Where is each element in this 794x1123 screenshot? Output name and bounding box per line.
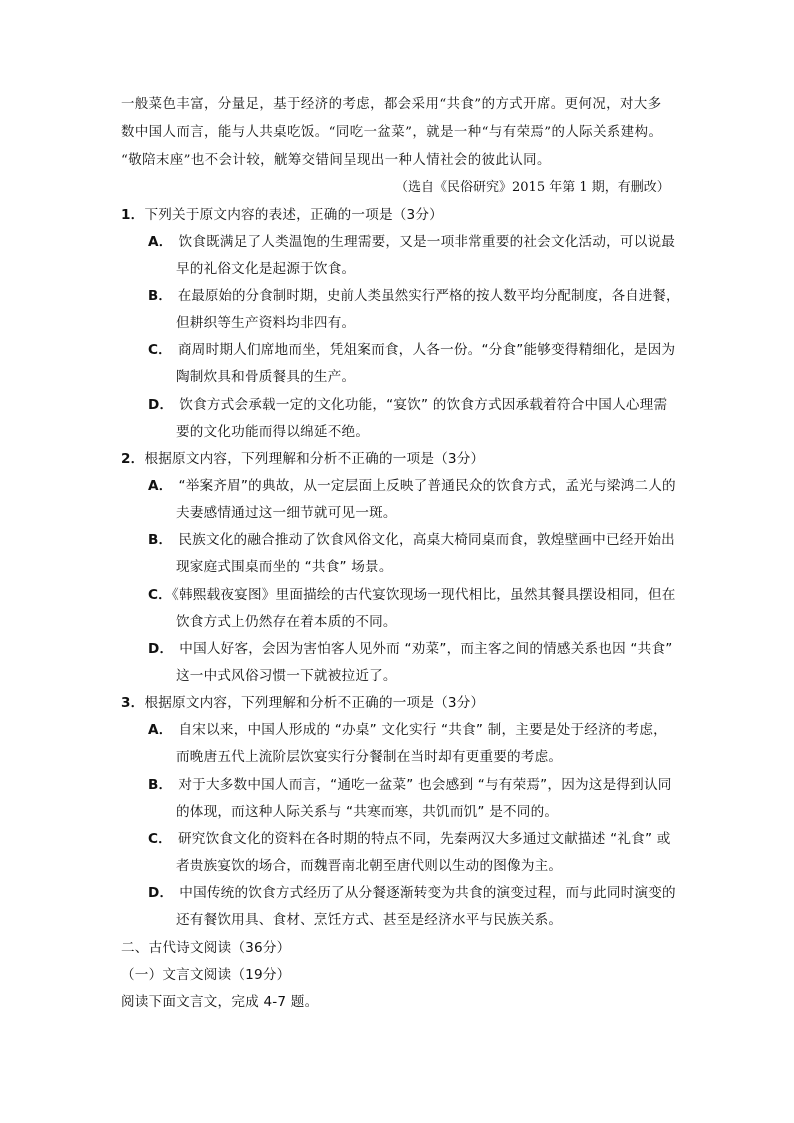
- question-number: 2．: [121, 451, 145, 467]
- passage-line: 一般菜色丰富，分量足，基于经济的考虑，都会采用“共食”的方式开席。更何况，对大多: [121, 97, 662, 112]
- question-text: 根据原文内容，下列理解和分析不正确的一项是（3分）: [144, 695, 485, 711]
- q1-option-b: [148, 286, 680, 306]
- option-text: 在最原始的分食制时期，史前人类虽然实行严格的按人数平均分配制度，各自进餐，: [177, 288, 680, 304]
- section-title: 二、古代诗文阅读（36分）: [121, 940, 291, 956]
- q3-option-d: [148, 883, 676, 903]
- option-label: C．: [148, 587, 172, 603]
- q3-option-b-cont: 的体现，而这种人际关系与 “共寒而寒，共饥而饥” 是不同的。: [176, 804, 559, 820]
- q2-option-b: [148, 530, 675, 550]
- option-label: D．: [148, 641, 174, 657]
- q2-option-a-cont: 夫妻感情通过这一细节就可见一斑。: [176, 505, 397, 521]
- q1-option-d-cont: 要的文化功能而得以绵延不绝。: [176, 424, 370, 440]
- section-subtitle: （一）文言文阅读（19分）: [121, 967, 291, 983]
- q1-option-a: [148, 232, 675, 252]
- option-text: 民族文化的融合推动了饮食风俗文化，高桌大椅同桌而食，敦煌壁画中已经开始出: [178, 532, 675, 548]
- option-label: B．: [148, 288, 172, 304]
- option-label: B．: [148, 777, 173, 793]
- question-number: 3．: [121, 695, 145, 711]
- option-text: 饮食既满足了人类温饱的生理需要，又是一项非常重要的社会文化活动，可以说最: [178, 234, 676, 250]
- q3-option-c-cont: 者贵族宴饮的场合，而魏晋南北朝至唐代则以生动的图像为主。: [176, 858, 563, 874]
- option-label: A．: [148, 478, 173, 494]
- passage-source: （选自《民俗研究》2015 年第 1 期，有删改）: [395, 180, 670, 195]
- q1-option-c-cont: 陶制炊具和骨质餐具的生产。: [176, 369, 356, 385]
- option-label: C．: [148, 342, 172, 358]
- q3-option-b: [148, 775, 672, 795]
- question-number: 1．: [121, 207, 145, 223]
- option-label: C．: [148, 831, 172, 847]
- question-text: 根据原文内容，下列理解和分析不正确的一项是（3分）: [144, 451, 485, 467]
- q2-option-d-cont: 这一中式风俗习惯一下就被拉近了。: [176, 668, 397, 684]
- question-2-stem: [121, 449, 484, 469]
- option-text: 中国人好客，会因为害怕客人见外而 “劝菜”，而主客之间的情感关系也因 “共食”: [179, 641, 673, 657]
- option-text: 饮食方式会承载一定的文化功能，“宴饮” 的饮食方式因承载着符合中国人心理需: [179, 397, 668, 413]
- option-label: B．: [148, 532, 173, 548]
- q2-option-c-cont: 饮食方式上仍然存在着本质的不同。: [176, 614, 397, 630]
- q3-option-a: [148, 720, 667, 740]
- question-1-stem: [121, 205, 443, 225]
- q2-option-d: [148, 639, 672, 659]
- q2-option-c: [148, 585, 676, 605]
- option-text: 中国传统的饮食方式经历了从分餐逐渐转变为共食的演变过程，而与此同时演变的: [179, 885, 676, 901]
- option-label: D．: [148, 885, 174, 901]
- passage-line: “敬陪末座”也不会计较，觥筹交错间呈现出一种人情社会的彼此认同。: [121, 153, 551, 168]
- q3-option-c: [148, 829, 671, 849]
- option-label: A．: [148, 722, 173, 738]
- q1-option-d: [148, 395, 667, 415]
- option-text: 自宋以来，中国人形成的 “办桌” 文化实行 “共食” 制，主要是处于经济的考虑，: [178, 722, 667, 738]
- option-text: 对于大多数中国人而言，“通吃一盆菜” 也会感到 “与有荣焉”，因为这是得到认同: [178, 777, 672, 793]
- q2-option-a: [148, 476, 676, 496]
- q3-option-d-cont: 还有餐饮用具、食材、烹饪方式、甚至是经济水平与民族关系。: [176, 912, 563, 928]
- option-text: “举案齐眉”的典故，从一定层面上反映了普通民众的饮食方式，孟光与梁鸿二人的: [178, 478, 676, 494]
- section-instruction: 阅读下面文言文，完成 4-7 题。: [121, 994, 319, 1010]
- option-text: 商周时期人们席地而坐，凭俎案而食，人各一份。“分食”能够变得精细化，是因为: [177, 342, 676, 358]
- q3-option-a-cont: 而晚唐五代上流阶层饮宴实行分餐制在当时却有更重要的考虑。: [176, 749, 563, 765]
- option-label: D．: [148, 397, 174, 413]
- option-text: 研究饮食文化的资料在各时期的特点不同，先秦两汉大多通过文献描述 “礼食” 或: [177, 831, 671, 847]
- q1-option-a-cont: 早的礼俗文化是起源于饮食。: [176, 261, 356, 277]
- option-text: 《韩熙载夜宴图》里面描绘的古代宴饮现场一现代相比，虽然其餐具摆设相同，但在: [171, 587, 676, 603]
- option-label: A．: [148, 234, 173, 250]
- question-text: 下列关于原文内容的表述，正确的一项是（3分）: [144, 207, 443, 223]
- q1-option-b-cont: 但耕织等生产资料均非四有。: [176, 315, 356, 331]
- q1-option-c: [148, 340, 675, 360]
- q2-option-b-cont: 现家庭式围桌而坐的 “共食” 场景。: [176, 559, 393, 575]
- question-3-stem: [121, 693, 484, 713]
- passage-line: 数中国人而言，能与人共桌吃饭。“同吃一盆菜”，就是一种“与有荣焉”的人际关系建构。: [121, 125, 663, 140]
